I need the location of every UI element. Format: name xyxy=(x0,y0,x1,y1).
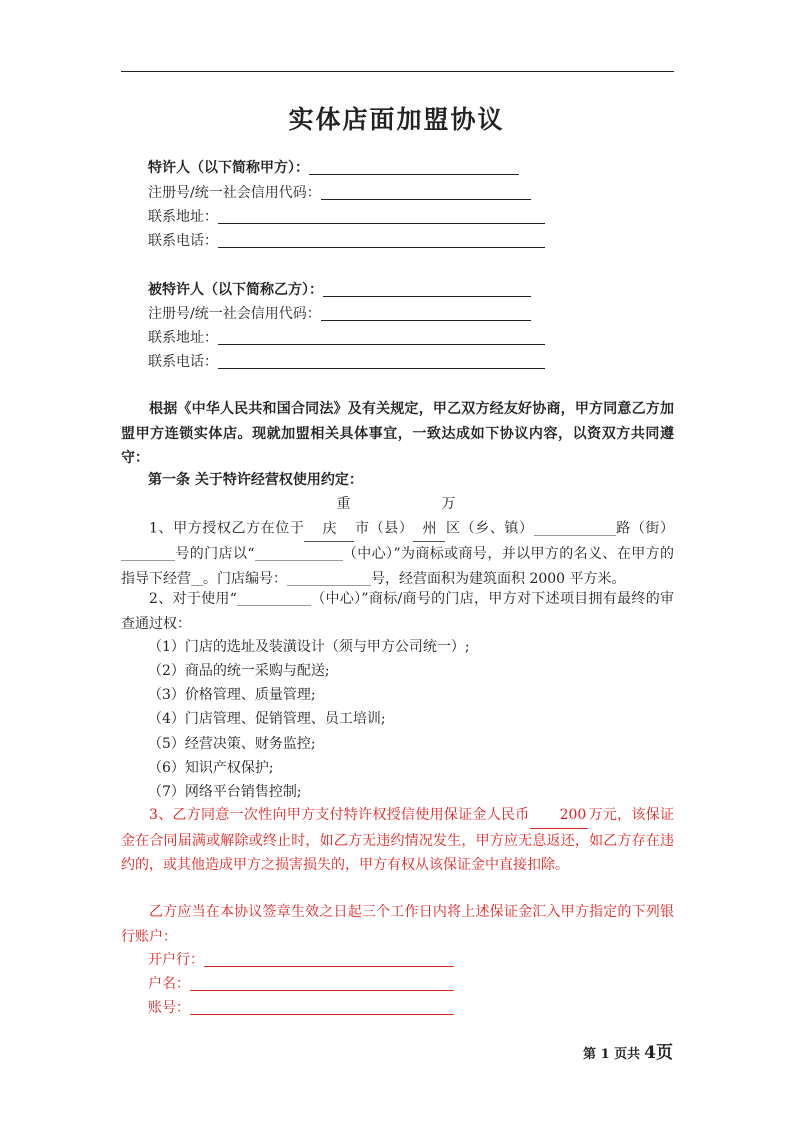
party-a-line xyxy=(148,158,519,178)
bank-line xyxy=(148,950,454,970)
party-b-name-field[interactable] xyxy=(323,282,531,297)
list-item: （5）经营决策、财务监控; xyxy=(148,736,316,752)
clause-2-text-b: （中心）”商标/商号的门店，甲方对下述项目拥有最终的审查通过权： xyxy=(121,591,674,632)
party-a-phone-line xyxy=(148,231,545,251)
clause-1-text-f: （中心）”为商标或商号，并以甲方的名义、在甲方的指导下经营 xyxy=(121,546,674,587)
party-a-phone-field[interactable] xyxy=(218,233,545,248)
clause-2-text-a: 2、对于使用“ xyxy=(149,591,237,607)
account-name-line xyxy=(148,974,454,994)
party-a-phone-label: 联系电话： xyxy=(148,233,218,249)
header-rule xyxy=(121,71,674,72)
district-field[interactable]: 万州 xyxy=(413,492,445,542)
clause-1-text-g: 。门店编号： xyxy=(203,570,287,587)
clause-1-text-b: 市（县） xyxy=(354,520,414,537)
party-b-phone-label: 联系电话： xyxy=(148,354,218,370)
party-b-reg-label: 注册号/统一社会信用代码： xyxy=(148,306,321,322)
city-field[interactable]: 重庆 xyxy=(304,492,354,542)
account-number-field[interactable] xyxy=(190,1000,454,1015)
article-1-heading: 第一条 关于特许经营权使用约定： xyxy=(148,472,363,488)
bank-label: 开户行： xyxy=(148,952,204,968)
page-footer xyxy=(583,1038,673,1063)
brand-name-field-2[interactable] xyxy=(237,591,311,606)
intro-paragraph: 根据《中华人民共和国合同法》及有关规定，甲乙双方经友好协商，甲方同意乙方加盟甲方连锁实体店。现就加盟相关具体事宜，一致达成如下协议内容，以资双方共同遵守： xyxy=(121,401,674,466)
bank-field[interactable] xyxy=(204,952,454,967)
party-b-addr-field[interactable] xyxy=(218,330,545,345)
footer-text-c: 页 xyxy=(656,1043,673,1063)
operation-field[interactable] xyxy=(191,571,203,586)
clause-1-text-a: 1、甲方授权乙方在位于 xyxy=(149,520,305,537)
clause-1-text-d: 路（街） xyxy=(615,520,675,537)
account-name-field[interactable] xyxy=(190,976,454,991)
party-a-addr-line xyxy=(148,207,545,227)
party-a-addr-label: 联系地址： xyxy=(148,209,218,225)
clause-3-text-a: 3、乙方同意一次性向甲方支付特许权 xyxy=(149,807,387,823)
list-item: （4）门店管理、促销管理、员工培训; xyxy=(148,711,386,727)
brand-name-field[interactable] xyxy=(255,546,343,561)
party-a-label: 特许人（以下简称甲方）： xyxy=(148,160,309,176)
list-item: （1）门店的选址及装潢设计（须与甲方公司统一）; xyxy=(148,639,470,655)
clause-1 xyxy=(121,492,674,591)
party-a-reg-label: 注册号/统一社会信用代码： xyxy=(148,185,321,201)
party-b-reg-line xyxy=(148,304,531,324)
store-number-field[interactable] xyxy=(287,571,371,586)
footer-total-pages: 4 xyxy=(644,1043,656,1063)
clause-4: 乙方应当在本协议签章生效之日起三个工作日内将上述保证金汇入甲方指定的下列银行账户： xyxy=(121,904,674,945)
document-title: 实体店面加盟协议 xyxy=(288,105,505,134)
party-a-name-field[interactable] xyxy=(309,160,519,175)
party-b-label: 被特许人（以下简称乙方）： xyxy=(148,282,323,298)
clause-3 xyxy=(121,803,674,878)
list-item: （2）商品的统一采购与配送; xyxy=(148,663,330,679)
party-b-addr-label: 联系地址： xyxy=(148,330,218,346)
clause-2 xyxy=(121,587,674,636)
footer-text-a: 第 1 页共 xyxy=(583,1047,641,1062)
party-b-phone-line xyxy=(148,352,545,372)
party-b-reg-field[interactable] xyxy=(321,306,531,321)
list-item: （7）网络平台销售控制; xyxy=(148,784,302,800)
road-field[interactable] xyxy=(534,521,616,536)
party-a-addr-field[interactable] xyxy=(218,209,545,224)
list-item: （6）知识产权保护; xyxy=(148,760,274,776)
deposit-amount[interactable]: 200 xyxy=(530,803,589,829)
party-b-phone-field[interactable] xyxy=(218,354,545,369)
party-a-reg-line xyxy=(148,183,531,203)
account-number-line xyxy=(148,998,454,1018)
account-name-label: 户名： xyxy=(148,976,190,992)
clause-1-text-e: 号的门店以“ xyxy=(175,546,255,562)
street-number-field[interactable] xyxy=(121,546,175,561)
clause-3-text-b: 授信使用保证金人民币 xyxy=(386,807,530,823)
party-a-reg-field[interactable] xyxy=(321,185,531,200)
party-b-line xyxy=(148,280,531,300)
clause-3-text-c: 万元，该保证金在合同届满或解除或终止时，如乙方无违约情况发生，甲方应无息返还，如乙方存在违约的，或其他造成甲方之损害损失的，甲方有权从该保证金中直接扣除。 xyxy=(121,807,675,873)
clause-1-text-c: 区（乡、镇） xyxy=(445,520,534,537)
party-b-addr-line xyxy=(148,328,545,348)
account-number-label: 账号： xyxy=(148,1000,190,1016)
clause-1-text-h: 号，经营面积为建筑面积 2000 平方米。 xyxy=(371,570,626,587)
list-item: （3）价格管理、质量管理; xyxy=(148,687,316,703)
